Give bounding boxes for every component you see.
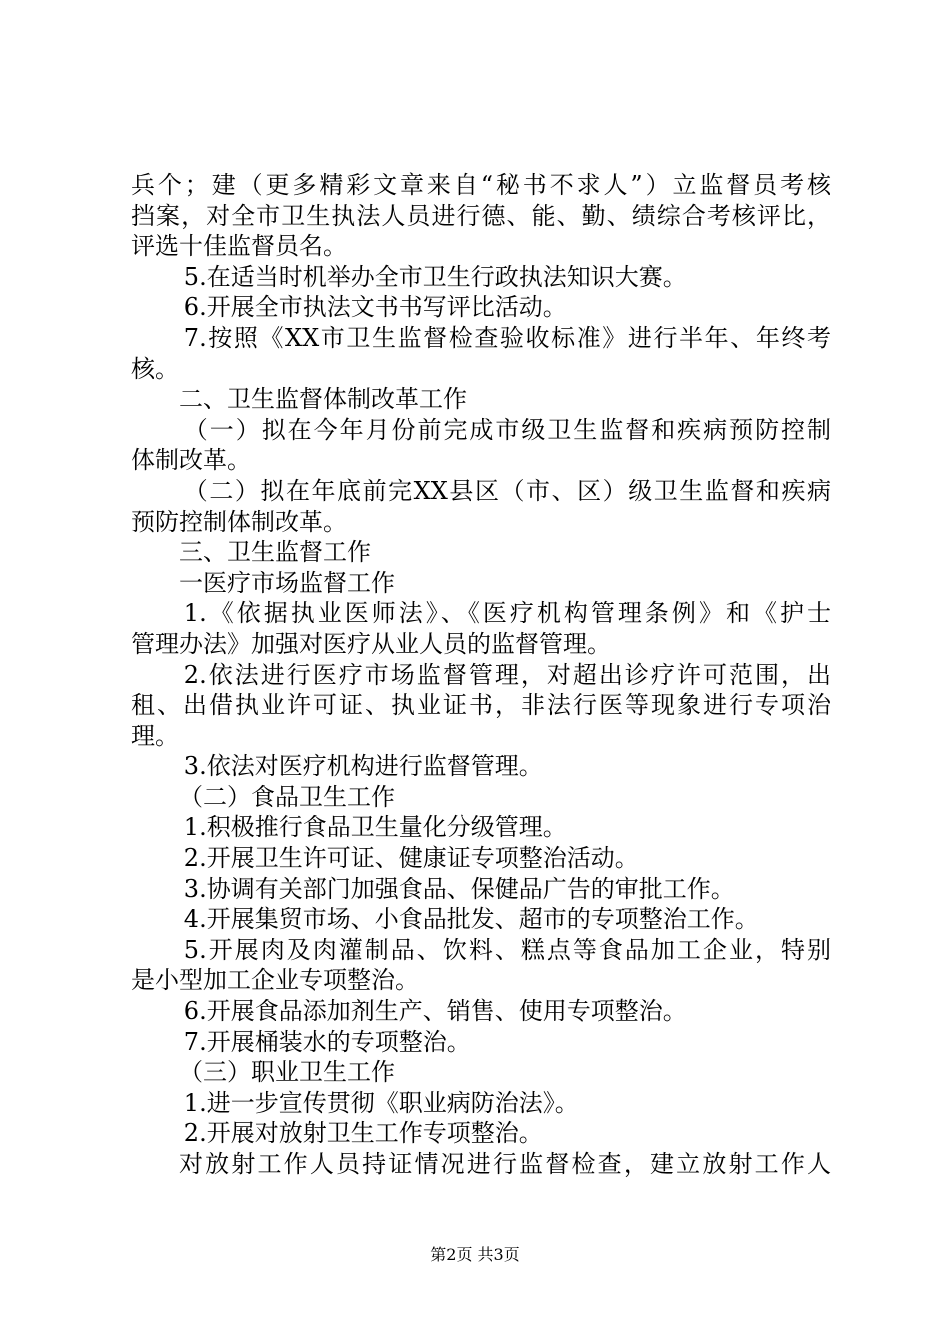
document-line: 三、卫生监督工作 [179, 538, 371, 567]
document-line: 2.开展对放射卫生工作专项整治。 [183, 1119, 543, 1148]
document-line: （三）职业卫生工作 [179, 1058, 395, 1087]
document-line: 二、卫生监督体制改革工作 [179, 385, 467, 414]
document-line: 7.按照《XX市卫生监督检查验收标准》进行半年、年终考 [183, 323, 831, 352]
document-line: 理。 [131, 721, 179, 750]
document-line: 体制改革。 [131, 446, 251, 475]
document-line: （二）拟在年底前完XX县区（市、区）级卫生监督和疾病 [183, 476, 831, 505]
document-line: 6.开展食品添加剂生产、销售、使用专项整治。 [183, 997, 687, 1026]
document-line: 兵个；建（更多精彩文章来自“秘书不求人”）立监督员考核 [131, 171, 831, 199]
document-line: 是小型加工企业专项整治。 [131, 966, 419, 995]
document-line: （一）拟在今年月份前完成市级卫生监督和疾病预防控制 [183, 415, 831, 444]
document-line: 挡案，对全市卫生执法人员进行德、能、勤、绩综合考核评比， [131, 201, 831, 230]
page-footer: 第2页 共3页 [430, 1245, 520, 1264]
document-line: 预防控制体制改革。 [131, 507, 347, 536]
document-line: 3.依法对医疗机构进行监督管理。 [183, 752, 543, 781]
document-line: 3.协调有关部门加强食品、保健品广告的审批工作。 [183, 874, 735, 903]
document-line: 对放射工作人员持证情况进行监督检查，建立放射工作人 [179, 1150, 831, 1178]
document-line: 5.开展肉及肉灌制品、饮料、糕点等食品加工企业，特别 [183, 935, 831, 964]
document-line: 1.积极推行食品卫生量化分级管理。 [183, 813, 567, 842]
document-line: 核。 [131, 354, 179, 383]
document-line: 管理办法》加强对医疗从业人员的监督管理。 [131, 629, 611, 658]
document-line: （二）食品卫生工作 [179, 782, 395, 811]
document-line: 4.开展集贸市场、小食品批发、超市的专项整治工作。 [183, 905, 759, 934]
document-line: 5.在适当时机举办全市卫生行政执法知识大赛。 [183, 262, 687, 291]
document-line: 评选十佳监督员名。 [131, 232, 347, 261]
document-line: 租、出借执业许可证、执业证书，非法行医等现象进行专项治 [131, 691, 831, 720]
document-line: 1.《依据执业医师法》、《医疗机构管理条例》和《护士 [183, 599, 831, 628]
document-line: 2.依法进行医疗市场监督管理，对超出诊疗许可范围，出 [183, 660, 831, 689]
document-body [131, 170, 831, 1180]
document-line: 2.开展卫生许可证、健康证专项整治活动。 [183, 844, 639, 873]
document-line: 7.开展桶装水的专项整治。 [183, 1027, 471, 1056]
document-line: 6.开展全市执法文书书写评比活动。 [183, 293, 567, 322]
document-line: 一医疗市场监督工作 [179, 568, 395, 597]
document-line: 1.进一步宣传贯彻《职业病防治法》。 [183, 1088, 579, 1117]
